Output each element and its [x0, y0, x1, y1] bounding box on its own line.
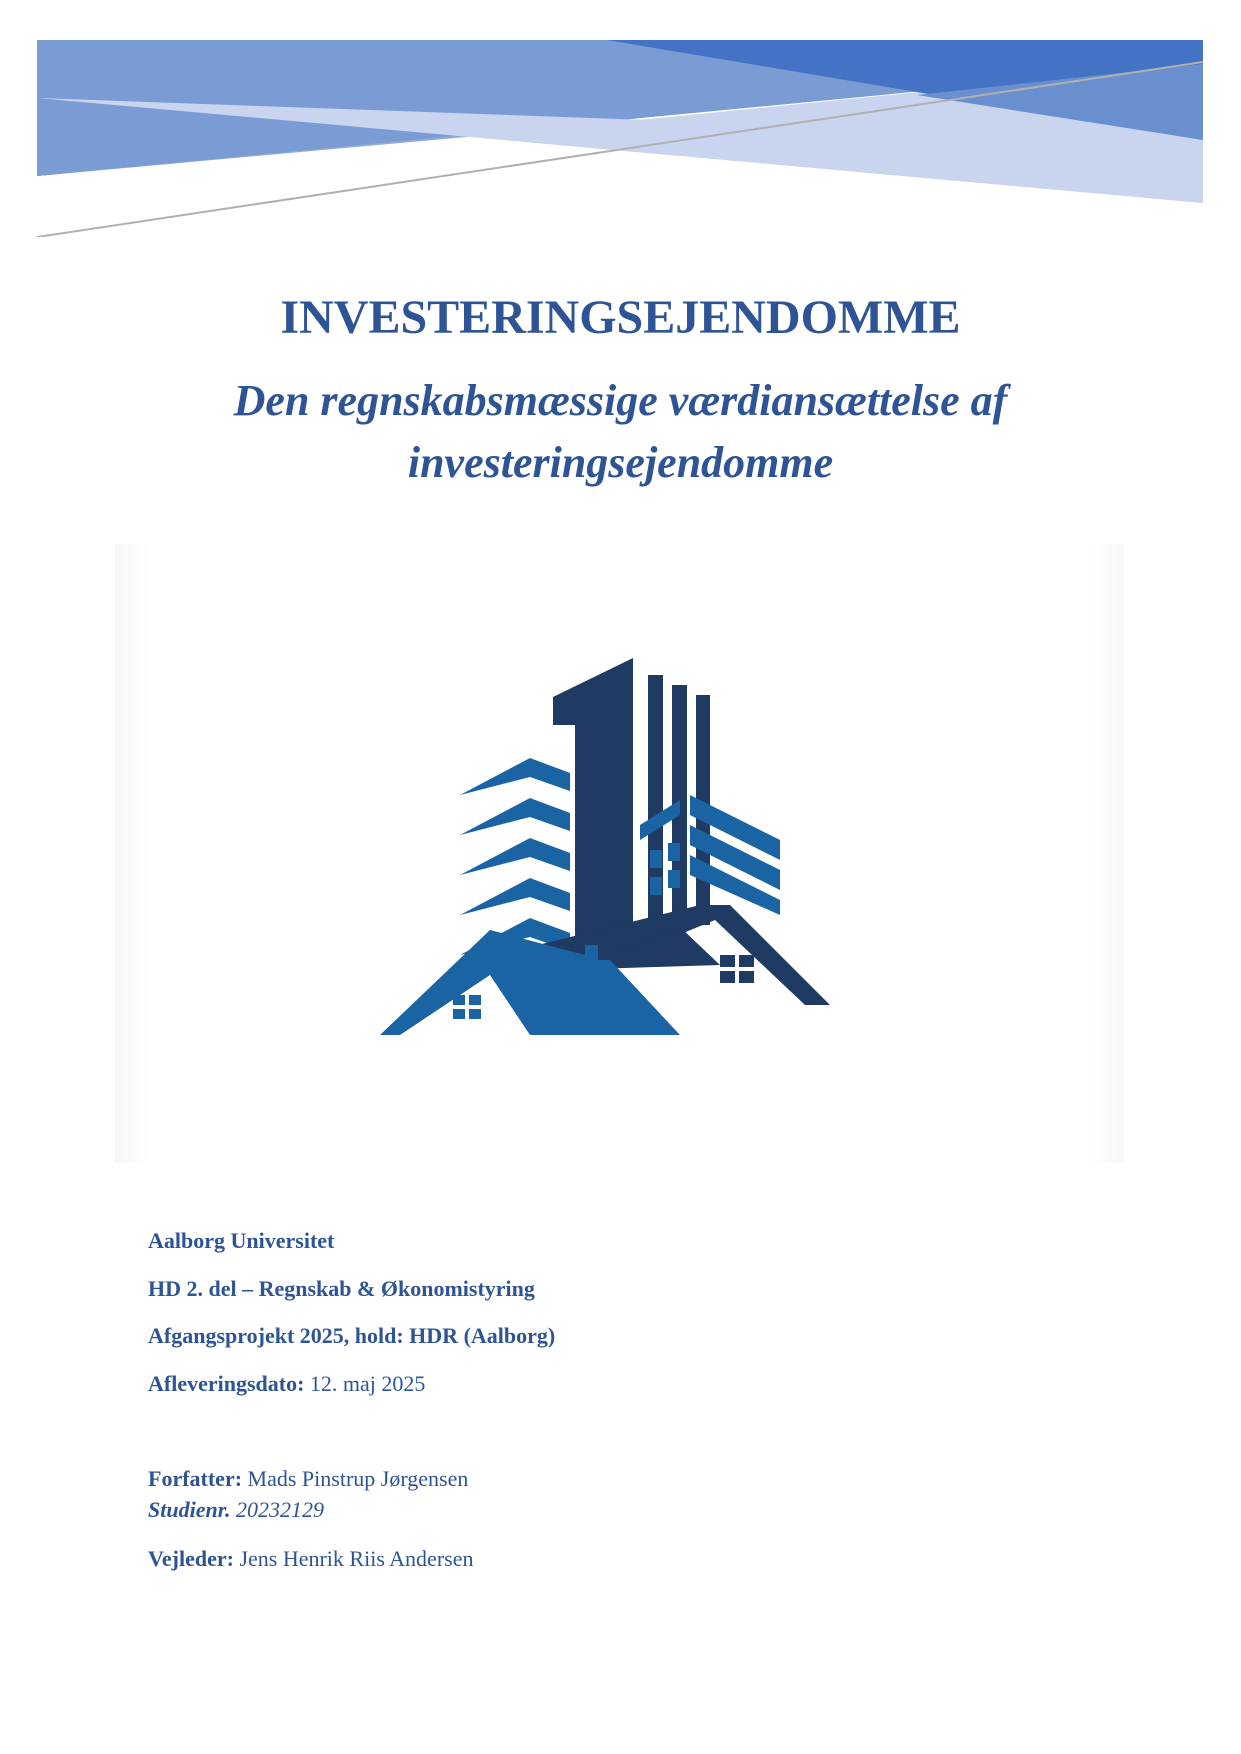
submission-date	[148, 1371, 425, 1397]
document-subtitle: Den regnskabsmæssige værdiansættelse af investeringsejendomme	[233, 376, 1008, 487]
student-number	[148, 1497, 324, 1523]
author	[148, 1466, 468, 1492]
supervisor-label: Vejleder:	[148, 1546, 234, 1571]
author-label: Forfatter:	[148, 1466, 243, 1491]
date-value: 12. maj 2025	[304, 1371, 426, 1396]
supervisor	[148, 1546, 473, 1572]
university-name: Aalborg Universitet	[148, 1228, 335, 1253]
student-value: 20232129	[230, 1497, 325, 1522]
program-name: HD 2. del – Regnskab & Økonomistyring	[148, 1276, 535, 1301]
document-title: INVESTERINGSEJENDOMME	[280, 291, 961, 344]
date-label: Afleveringsdato:	[148, 1371, 305, 1396]
header-banner	[37, 40, 1203, 237]
buildings-logo-icon	[380, 655, 860, 1095]
student-label: Studienr.	[148, 1497, 231, 1522]
project-line: Afgangsprojekt 2025, hold: HDR (Aalborg)	[148, 1323, 556, 1348]
supervisor-value: Jens Henrik Riis Andersen	[233, 1546, 474, 1571]
author-value: Mads Pinstrup Jørgensen	[242, 1466, 469, 1491]
